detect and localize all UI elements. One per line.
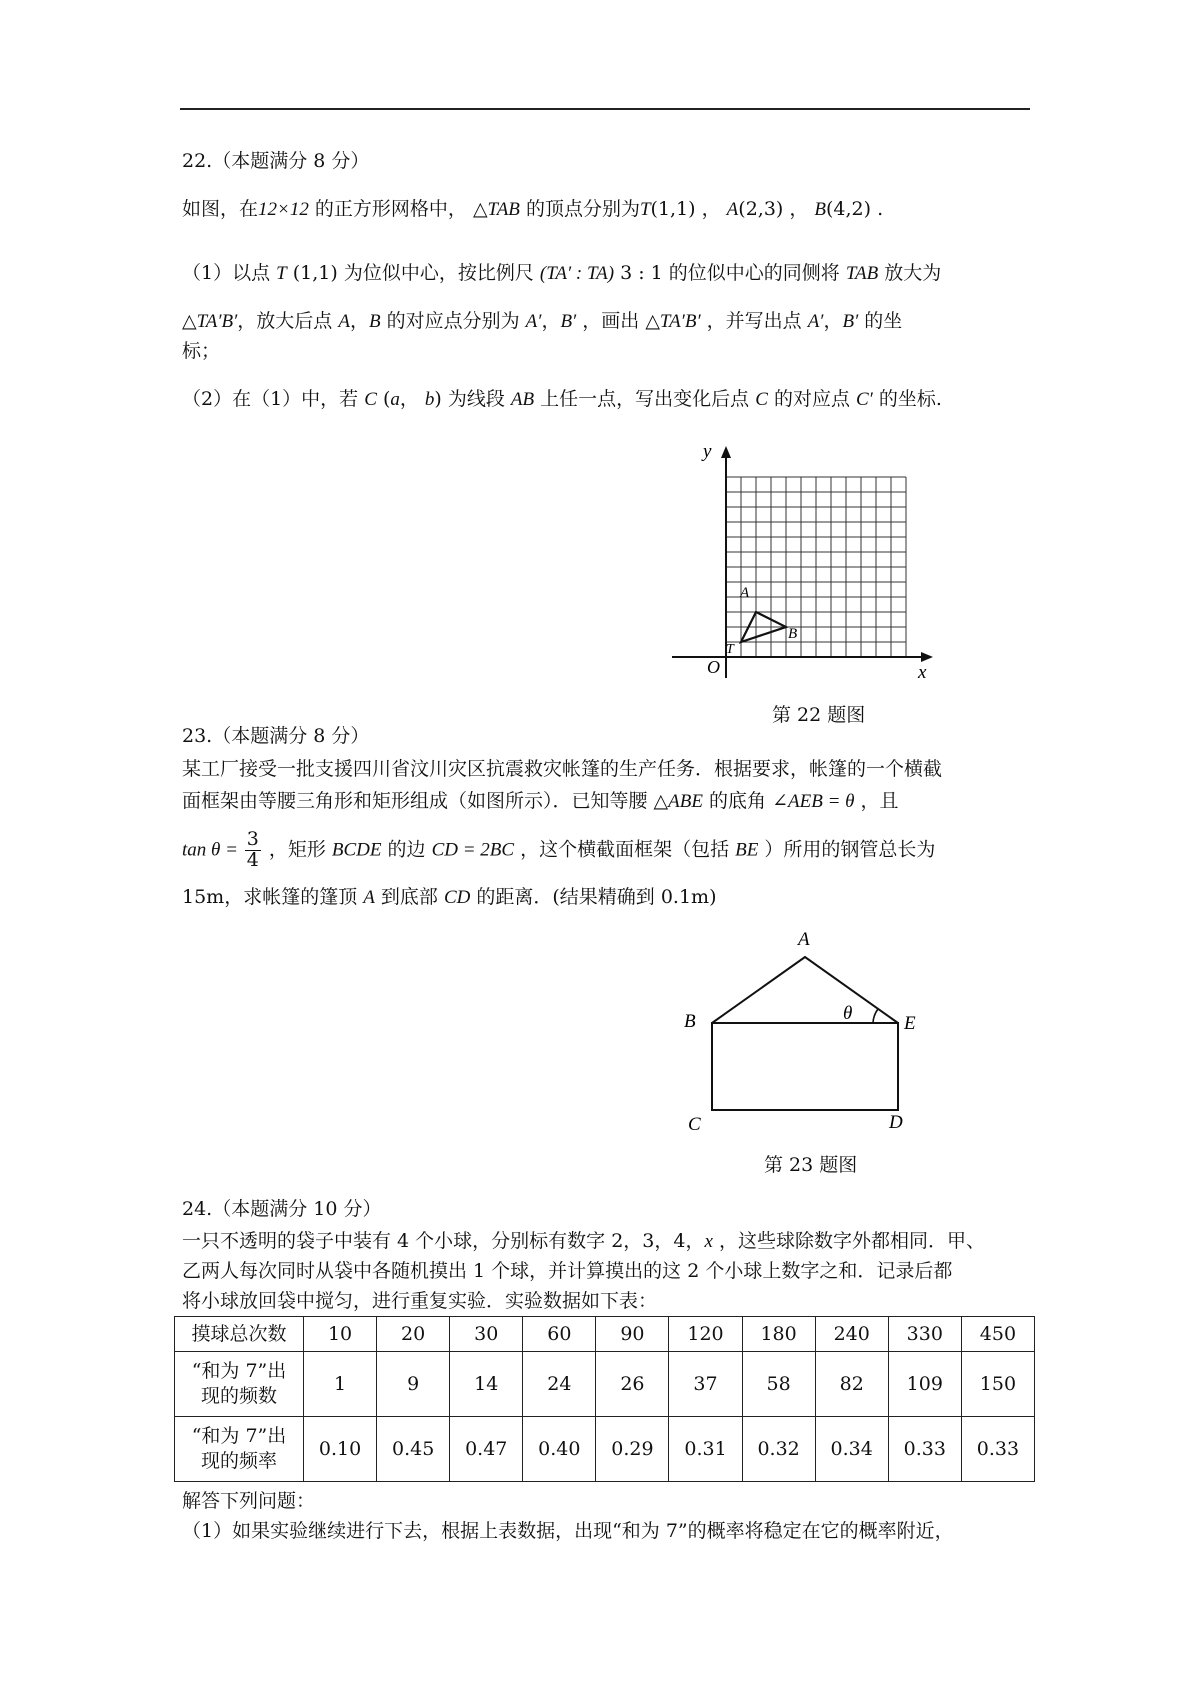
q24-line5: （1）如果实验继续进行下去，根据上表数据，出现“和为 7”的概率将稳定在它的概率附近， bbox=[182, 1520, 954, 1542]
y-axis-label: y bbox=[703, 441, 712, 462]
table-cell: 0.32 bbox=[742, 1417, 815, 1482]
point-label-B: B bbox=[788, 626, 798, 642]
table-row bbox=[175, 1417, 1035, 1482]
q23-figure-caption: 第 23 题图 bbox=[764, 1154, 858, 1176]
q22-line3: △TA′B′，放大后点 A，B 的对应点分别为 A′，B′ ，画出 △TA′B′ ，并写出点 A′，B′ 的坐 bbox=[182, 310, 903, 332]
table-cell: 0.33 bbox=[888, 1417, 961, 1482]
table-cell: 0.34 bbox=[815, 1417, 888, 1482]
table-cell: 450 bbox=[961, 1317, 1034, 1352]
experiment-data-table bbox=[174, 1316, 1035, 1482]
q22-header: 22.（本题满分 8 分） bbox=[182, 150, 370, 172]
q24-line2: 乙两人每次同时从袋中各随机摸出 1 个球，并计算摸出的这 2 个小球上数字之和．记录后都 bbox=[182, 1260, 953, 1282]
table-cell: 24 bbox=[523, 1352, 596, 1417]
table-cell: 240 bbox=[815, 1317, 888, 1352]
q24-line1: 一只不透明的袋子中装有 4 个小球，分别标有数字 2，3，4，x ，这些球除数字外都相同．甲、 bbox=[182, 1230, 985, 1252]
q23-header: 23.（本题满分 8 分） bbox=[182, 725, 370, 747]
tent-roof bbox=[712, 957, 898, 1023]
y-axis-arrow-icon bbox=[721, 446, 731, 458]
point-label-A: A bbox=[798, 929, 810, 950]
q22-line1: 如图，在12×12 的正方形网格中， △TAB 的顶点分别为T(1,1) ， A(2,3) ， B(4,2) . bbox=[182, 198, 884, 220]
grid-lines bbox=[726, 477, 906, 657]
point-label-E: E bbox=[904, 1013, 916, 1034]
table-cell: 10 bbox=[304, 1317, 377, 1352]
row-header-frequency: “和为 7”出 现的频数 bbox=[175, 1352, 304, 1417]
q23-tent-figure bbox=[670, 925, 930, 1145]
q23-line1: 某工厂接受一批支援四川省汶川灾区抗震救灾帐篷的生产任务．根据要求，帐篷的一个横截 bbox=[182, 758, 943, 780]
angle-theta-arc bbox=[873, 1009, 878, 1023]
angle-label-theta: θ bbox=[843, 1003, 853, 1024]
table-cell: 60 bbox=[523, 1317, 596, 1352]
table-cell: 109 bbox=[888, 1352, 961, 1417]
q24-header: 24.（本题满分 10 分） bbox=[182, 1198, 382, 1220]
table-cell: 0.31 bbox=[669, 1417, 742, 1482]
table-cell: 330 bbox=[888, 1317, 961, 1352]
point-label-A: A bbox=[740, 585, 750, 601]
q22-figure-caption: 第 22 题图 bbox=[772, 704, 866, 726]
table-cell: 30 bbox=[450, 1317, 523, 1352]
point-label-T: T bbox=[726, 642, 734, 657]
q22-line5: （2）在（1）中，若 C (a， b) 为线段 AB 上任一点，写出变化后点 C 的对应点 C′ 的坐标. bbox=[182, 388, 942, 410]
table-cell: 0.33 bbox=[961, 1417, 1034, 1482]
row-header-rate: “和为 7”出 现的频率 bbox=[175, 1417, 304, 1482]
table-cell: 37 bbox=[669, 1352, 742, 1417]
point-label-D: D bbox=[889, 1112, 903, 1133]
q23-line4: 15m，求帐篷的篷顶 A 到底部 CD 的距离．(结果精确到 0.1m) bbox=[182, 886, 717, 908]
table-cell: 150 bbox=[961, 1352, 1034, 1417]
table-cell: 120 bbox=[669, 1317, 742, 1352]
tent-rectangle-BCDE bbox=[712, 1023, 898, 1110]
point-label-C: C bbox=[688, 1114, 701, 1135]
table-cell: 0.10 bbox=[304, 1417, 377, 1482]
x-axis-arrow-icon bbox=[921, 652, 933, 662]
q24-line4: 解答下列问题： bbox=[182, 1490, 316, 1512]
table-cell: 14 bbox=[450, 1352, 523, 1417]
table-row bbox=[175, 1352, 1035, 1417]
table-row bbox=[175, 1317, 1035, 1352]
q23-line2: 面框架由等腰三角形和矩形组成（如图所示）．已知等腰 △ABE 的底角 ∠AEB = θ ，且 bbox=[182, 790, 899, 812]
table-cell: 20 bbox=[377, 1317, 450, 1352]
table-cell: 0.47 bbox=[450, 1417, 523, 1482]
table-cell: 90 bbox=[596, 1317, 669, 1352]
table-cell: 0.29 bbox=[596, 1417, 669, 1482]
point-label-B: B bbox=[684, 1011, 696, 1032]
x-axis-label: x bbox=[918, 662, 927, 683]
table-cell: 58 bbox=[742, 1352, 815, 1417]
header-rule bbox=[180, 108, 1030, 110]
q22-grid-figure bbox=[660, 440, 950, 690]
row-header-totals: 摸球总次数 bbox=[175, 1317, 304, 1352]
fraction-3-4: $\frac{3}{4}$ bbox=[246, 828, 259, 871]
origin-label: O bbox=[707, 657, 720, 677]
q24-line3: 将小球放回袋中搅匀，进行重复实验．实验数据如下表： bbox=[182, 1290, 658, 1312]
table-cell: 0.40 bbox=[523, 1417, 596, 1482]
table-cell: 26 bbox=[596, 1352, 669, 1417]
table-cell: 9 bbox=[377, 1352, 450, 1417]
table-cell: 82 bbox=[815, 1352, 888, 1417]
q23-line3: tan θ = $\frac{3}{4}$ ，矩形 BCDE 的边 CD = 2BC ，这个横截面框架（包括 BE ）所用的钢管总长为 bbox=[182, 828, 936, 871]
table-cell: 180 bbox=[742, 1317, 815, 1352]
q22-line4: 标； bbox=[182, 340, 221, 362]
table-cell: 0.45 bbox=[377, 1417, 450, 1482]
table-cell: 1 bbox=[304, 1352, 377, 1417]
q22-line2: （1）以点 T (1,1) 为位似中心，按比例尺 (TA′ : TA) 3 : 1 的位似中心的同侧将 TAB 放大为 bbox=[182, 262, 942, 284]
